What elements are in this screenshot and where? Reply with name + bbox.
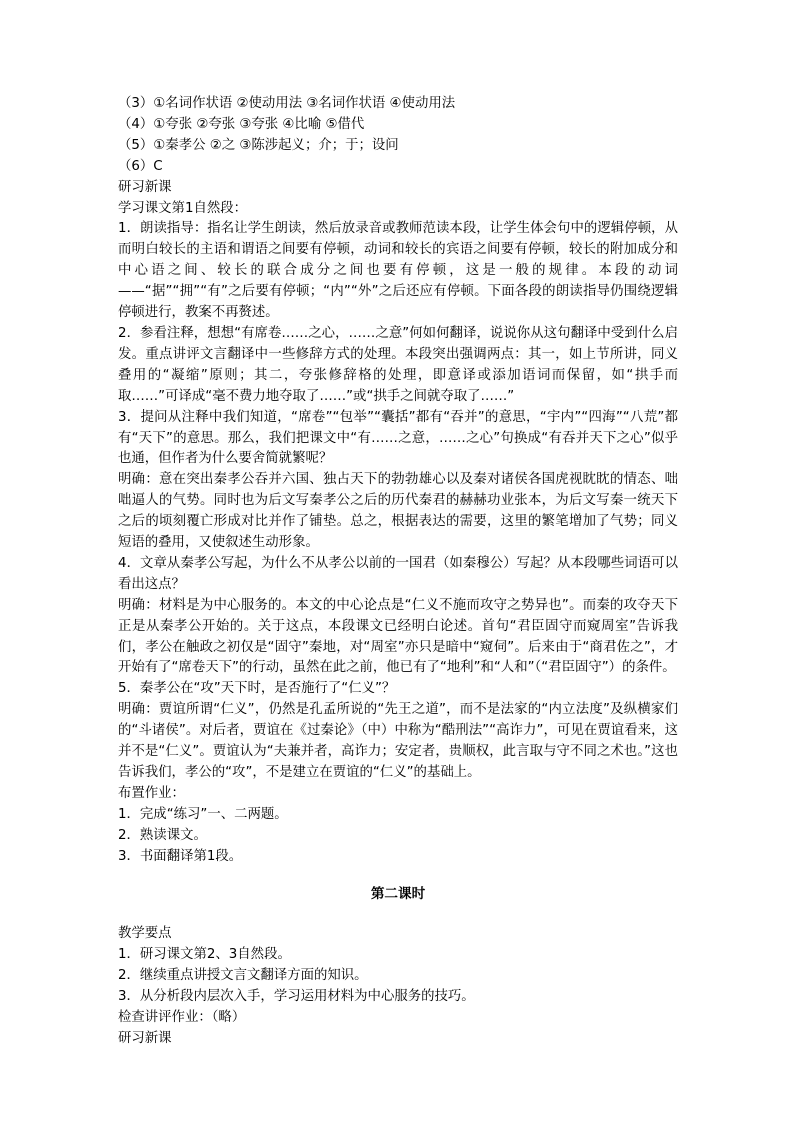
section-lesson1 (118, 94, 678, 868)
answer-line-5: （5）①秦孝公 ②之 ③陈涉起义；介；于；设问 (118, 137, 399, 153)
heading-paragraph-1: 学习课文第1自然段： (118, 200, 248, 216)
heading-study-new-lesson-2: 研习新课 (118, 1030, 172, 1046)
answer-line-3: （3）①名词作状语 ②使动用法 ③名词作状语 ④使动用法 (118, 96, 456, 111)
heading-teaching-points: 教学要点 (118, 926, 172, 942)
answer-line-6: （6）C (118, 158, 163, 174)
item-annotation-translation: 2．参看注释，想想“有席卷……之心，……之意”何如何翻译，说说你从这句翻译中受到什么启发。重点讲评文言翻译中一些修辞方式的处理。本段突出强调两点：其一，如上节所讲，同义叠用的“凝缩”原则；其二，夸张修辞格的处理，即意译或添加语词而保留，如“拱手而取……”可译成“毫不费力地夺取了……”或“拱手之间就夺取了……” (118, 325, 678, 404)
item-question-5: 5．秦孝公在“攻”天下时，是否施行了“仁义”？ (118, 681, 396, 697)
homework-item-2: 2．熟读课文。 (118, 827, 207, 843)
homework-item-1: 1．完成“练习”一、二两题。 (118, 806, 288, 822)
item-question-3: 3．提问从注释中我们知道，“席卷”“包举”“囊括”都有“吞并”的意思，“宇内”“四海”“八荒”都有“天下”的意思。那么，我们把课文中“有……之意，……之心”句换成“有吞并天下之心”似乎也通，但作者为什么要舍简就繁呢？ (118, 409, 678, 467)
heading-study-new-lesson: 研习新课 (118, 179, 172, 195)
homework-item-3: 3．书面翻译第1段。 (118, 848, 243, 864)
answer-question-3: 明确：意在突出秦孝公吞并六国、独占天下的勃勃雄心以及秦对诸侯各国虎视眈眈的情态、咄咄逼人的气势。同时也为后文写秦孝公之后的历代秦君的赫赫功业张本，为后文写秦一统天下之后的顷刻覆亡形成对比并作了铺垫。总之，根据表达的需要，这里的繁笔增加了气势；同义短语的叠用，又使叙述生动形象。 (118, 472, 678, 551)
section-lesson2 (118, 924, 678, 1049)
answer-line-4: （4）①夸张 ②夸张 ③夸张 ④比喻 ⑤借代 (118, 116, 365, 132)
teaching-point-1: 1．研习课文第2、3自然段。 (118, 947, 291, 963)
answer-question-4: 明确：材料是为中心服务的。本文的中心论点是“仁义不施而攻守之势异也”。而秦的攻夺天下正是从秦孝公开始的。关于这点，本段课文已经明白论述。首句“君臣固守而窥周室”告诉我们，孝公在触政之初仅是“固守”秦地，对“周室”亦只是暗中“窥伺”。后来由于“商君佐之”，才开始有了“席卷天下”的行动，虽然在此之前，他已有了“地利”和“人和”（“君臣固守”）的条件。 (118, 597, 678, 676)
section-title-lesson2: 第二课时 (370, 885, 426, 902)
heading-homework: 布置作业： (118, 785, 185, 801)
item-question-4: 4．文章从秦孝公写起，为什么不从孝公以前的一国君（如秦穆公）写起？从本段哪些词语可以看出这点？ (118, 555, 678, 592)
teaching-point-3: 3．从分析段内层次入手，学习运用材料为中心服务的技巧。 (118, 989, 475, 1005)
item-reading-guide: 1．朗读指导：指名让学生朗读，然后放录音或教师范读本段，让学生体会句中的逻辑停顿，从而明白较长的主语和谓语之间要有停顿，动词和较长的宾语之间要有停顿，较长的附加成分和中心语之间、较长的联合成分之间也要有停顿，这是一般的规律。本段的动词——“据”“拥”“有”之后要有停顿；“内”“外”之后还应有停顿。下面各段的朗读指导仍围绕逻辑停顿进行，教案不再赘述。 (118, 221, 678, 321)
homework-review: 检查讲评作业：（略） (118, 1010, 246, 1026)
teaching-point-2: 2．继续重点讲授文言文翻译方面的知识。 (118, 968, 368, 984)
answer-question-5: 明确：贾谊所谓“仁义”，仍然是孔孟所说的“先王之道”，而不是法家的“内立法度”及纵横家们的“斗诸侯”。对后者，贾谊在《过秦论》（中）中称为“酷刑法”“高诈力”，可见在贾谊看来，这并不是“仁义”。贾谊认为“夫兼并者，高诈力；安定者，贵顺权，此言取与守不同之术也。”这也告诉我们，孝公的“攻”，不是建立在贾谊的“仁义”的基础上。 (118, 702, 678, 780)
document-page (118, 94, 678, 1050)
